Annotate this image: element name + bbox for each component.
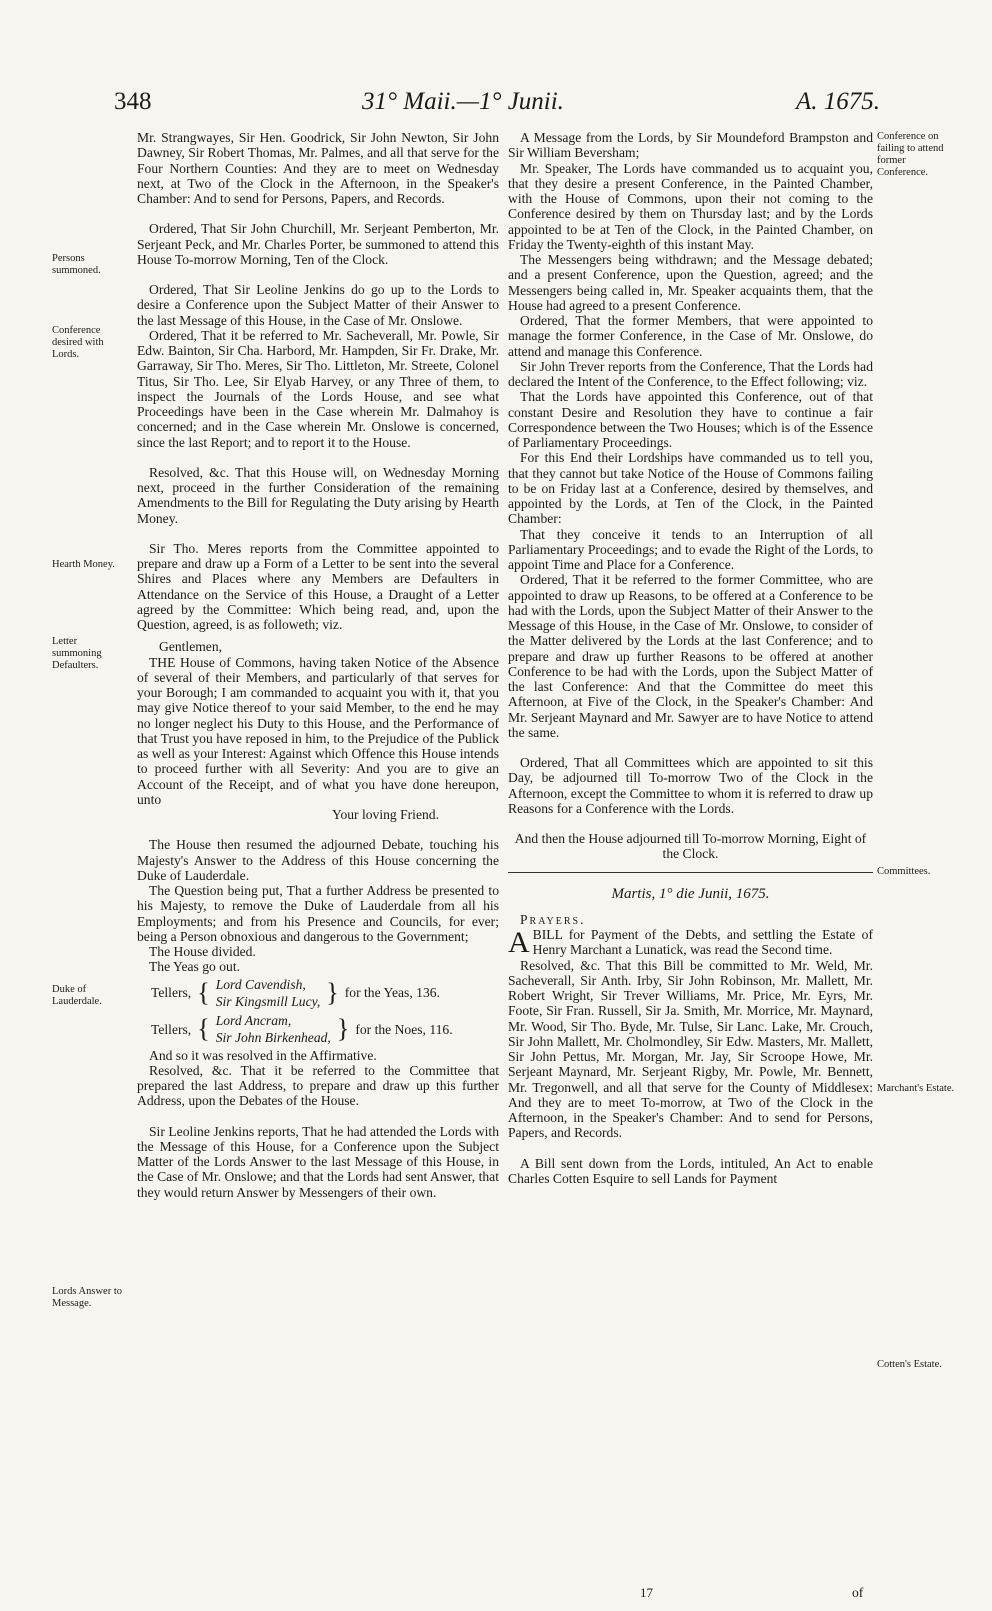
paragraph: A Message from the Lords, by Sir Moundeford Brampston and Sir William Beversham; bbox=[508, 130, 873, 161]
paragraph: Ordered, That it be referred to the former Committee, who are appointed to draw up Reasons, to be offered at a Conference to be had with the Lords, upon the Subject Matter of their Answer to the Message of this House, in the Case of Mr. Onslowe, to consider of the Matter delivered by the Lords at the last Conference; and to prepare and draw up further Reasons to be offered at another Conference to be had with the Lords, upon the Subject Matter of the last Conference: And that the Committee do meet this Afternoon, at Five of the Clock, in the Speaker's Chamber: And Mr. Serjeant Maynard and Mr. Sawyer are to have Notice to attend the same. bbox=[508, 572, 873, 740]
paragraph: The Question being put, That a further Address be presented to his Majesty, to remove the Duke of Lauderdale from all his Employments; and from his Presence and Councils, for ever; being a Person obnoxious and dangerous to the Government; bbox=[137, 883, 499, 944]
paragraph: And so it was resolved in the Affirmative. bbox=[149, 1047, 377, 1063]
catchword: of bbox=[852, 1585, 864, 1600]
paragraph-text: BILL for Payment of the Debts, and settling the Estate of Henry Marchant a Lunatick, was read the Second time. bbox=[532, 927, 873, 958]
paragraph: Ordered, That Sir Leoline Jenkins do go up to the Lords to desire a Conference upon the Subject Matter of their Answer to the last Message of this House, in the Case of Mr. Onslowe. bbox=[137, 282, 499, 328]
margin-note: Committees. bbox=[877, 866, 931, 877]
paragraph: Ordered, That Sir John Churchill, Mr. Serjeant Pemberton, Mr. Serjeant Peck, and Mr. Charles Porter, be summoned to attend this House To-morrow Morning, Ten of the Clock. bbox=[137, 221, 499, 267]
page-header bbox=[114, 88, 880, 128]
paragraph: That they conceive it tends to an Interruption of all Parliamentary Proceedings; and to evade the Right of the Lords, to appoint Time and Place for a Conference. bbox=[508, 526, 873, 572]
margin-note: Conference on failing to attend former Conference. bbox=[877, 131, 944, 178]
teller-name: Lord Ancram, bbox=[215, 1013, 292, 1028]
page-year: A. 1675. bbox=[795, 88, 880, 115]
margin-note: Lords Answer to Message. bbox=[52, 1286, 122, 1309]
paragraph: Sir John Trever reports from the Conference, That the Lords had declared the Intent of the Conference, to the Effect following; viz. bbox=[508, 358, 873, 389]
right-column bbox=[508, 130, 873, 1186]
paragraph: Ordered, That all Committees which are appointed to sit this Day, be adjourned till To-morrow Two of the Clock in the Afternoon, except the Committee to whom it is referred to draw up Reasons for a Conference with the Lords. bbox=[508, 755, 873, 816]
signature-mark: 17 bbox=[640, 1585, 653, 1600]
paragraph: Ordered, That the former Members, that were appointed to manage the former Conference, in the Case of Mr. Onslowe, do attend and manage this Conference. bbox=[508, 313, 873, 359]
teller-name: Sir John Birkenhead, bbox=[215, 1030, 331, 1046]
paragraph: Resolved, &c. That it be referred to the Committee that prepared the last Address, to prepare and draw up this further Address, upon the Debates of the House. bbox=[137, 1062, 499, 1109]
page-date-title: 31° Maii.—1° Junii. bbox=[362, 88, 564, 115]
margin-note: Duke of Lauderdale. bbox=[52, 984, 102, 1007]
paragraph: Ordered, That it be referred to Mr. Sacheverall, Mr. Powle, Sir Edw. Bainton, Sir Cha. Harbord, Mr. Hampden, Sir Fr. Drake, Mr. Garraway, Sir Tho. Meres, Sir Tho. Littleton, Mr. Streete, Colonel Titus, Sir Tho. Lee, Sir Elyab Harvey, or any Three of them, to inspect the Journals of the Lords House, and see what Proceedings have been in the Case wherein Mr. Dalmahoy is concerned; and in the Case wherein Mr. Onslowe is concerned, since the last Report; and to report it to the House. bbox=[137, 327, 499, 450]
paragraph: Resolved, &c. That this House will, on Wednesday Morning next, proceed in the further Consideration of the remaining Amendments to the Bill for Regulating the Duty arising by Hearth Money. bbox=[137, 464, 499, 526]
yeas-count: for the Yeas, 136. bbox=[344, 985, 440, 1001]
margin-note: Letter summoning Defaulters. bbox=[52, 636, 102, 671]
paragraph: Sir Leoline Jenkins reports, That he had attended the Lords with the Message of this House, for a Conference upon the Subject Matter of the Lords Answer to the last Message of this House, in the Case of Mr. Onslowe; and that the Lords had sent Answer, that they would return Answer by Messengers of their own. bbox=[137, 1123, 499, 1200]
margin-note: Hearth Money. bbox=[52, 559, 115, 570]
paragraph: The House divided. bbox=[149, 944, 256, 959]
paragraph: The House then resumed the adjourned Debate, touching his Majesty's Answer to the Address of this House concerning the Duke of Lauderdale. bbox=[137, 837, 499, 883]
tellers-yeas: Tellers, { Lord Cavendish, } for the Yeas, 136. Sir Kingsmill Lucy, bbox=[151, 976, 440, 1009]
letter-body: THE House of Commons, having taken Notice of the Absence of several of their Members, and particularly of that serves for your Borough; I am commanded to acquaint you with it, that you may give Notice thereof to your said Member, to the end he may no longer neglect his Duty to this House, and the Performance of that Trust you have reposed in him, to the Prejudice of the Publick as well as your Interest: Against which Offence this House intends to proceed further with all Severity: And you are to give an Account of the Receipt, and of what you have done hereupon, unto bbox=[137, 654, 499, 807]
paragraph: The Messengers being withdrawn; and the Message debated; and a present Conference, upon the Question, agreed; and the Messengers being called in, Mr. Speaker acquaints them, that the House had agreed to a present Conference. bbox=[508, 252, 873, 313]
paragraph: Resolved, &c. That this Bill be committed to Mr. Weld, Mr. Sacheverall, Sir Anth. Irby, Sir John Robinson, Mr. Mallett, Mr. Robert Wright, Sir Trever Williams, Mr. Price, Mr. Eyrs, Mr. Foote, Sir Fran. Russell, Sir Ja. Smith, Mr. Morrice, Mr. Maynard, Mr. Wood, Sir Tho. Byde, Mr. Tulse, Sir Lanc. Lake, Mr. Crouch, Sir John Mallett, Mr. Cholmondley, Sir Edw. Masters, Mr. Mallett, Sir John Pettus, Mr. Morgan, Mr. Jay, Sir Scroope Howe, Mr. Serjeant Maynard, Mr. Serjeant Rigby, Mr. Powle, Mr. Bennett, Mr. Tregonwell, and all that serve for the County of Middlesex: And they are to meet To-morrow, at Two of the Clock in the Afternoon, in the Speaker's Chamber: And to send for Persons, Papers, and Records. bbox=[508, 957, 873, 1141]
margin-note: Cotten's Estate. bbox=[877, 1359, 942, 1370]
tellers-label: Tellers, bbox=[151, 1021, 192, 1037]
paragraph: Mr. Strangwayes, Sir Hen. Goodrick, Sir John Newton, Sir John Dawney, Sir Robert Thomas, Mr. Palmes, and all that serve for the Four Northern Counties: And they are to meet on Wednesday next, at Two of the Clock in the Afternoon, in the Speaker's Chamber: And to send for Persons, Papers, and Records. bbox=[137, 130, 499, 206]
day-heading: Martis, 1° die Junii, 1675. bbox=[611, 885, 770, 902]
left-column bbox=[137, 130, 499, 1200]
paragraph: The Yeas go out. bbox=[149, 959, 241, 975]
section-divider bbox=[508, 872, 873, 873]
teller-name: Sir Kingsmill Lucy, bbox=[215, 993, 321, 1009]
adjournment-line: And then the House adjourned till To-morrow Morning, Eight of the Clock. bbox=[514, 831, 867, 862]
paragraph bbox=[508, 927, 873, 958]
paragraph: Sir Tho. Meres reports from the Committee appointed to prepare and draw up a Form of a Letter to be sent into the several Shires and Places where any Members are Defaulters in Attendance on the Service of this House, a Draught of a Letter agreed by the Committee: Which being read, and, upon the Question, agreed, is as followeth; viz. bbox=[137, 540, 499, 632]
paragraph: That the Lords have appointed this Conference, out of that constant Desire and Resolution they have to continue a fair Correspondence between the Two Houses; which is of the Essence of Parliamentary Proceedings. bbox=[508, 389, 873, 450]
tellers-label: Tellers, bbox=[151, 985, 192, 1001]
letter-salutation: Gentlemen, bbox=[159, 639, 223, 655]
noes-count: for the Noes, 116. bbox=[355, 1021, 453, 1037]
drop-cap: A bbox=[508, 926, 530, 959]
letter-signature: Your loving Friend. bbox=[331, 807, 439, 822]
paragraph: Mr. Speaker, The Lords have commanded us to acquaint you, that they desire a present Conference, in the Painted Chamber, with the House of Commons, upon their not coming to the Conference desired by them on Thursday last; and by the Lords appointed to be at Ten of the Clock, in the Painted Chamber, on Friday the Twenty-eighth of this instant May. bbox=[508, 160, 873, 252]
margin-note: Persons summoned. bbox=[52, 253, 101, 276]
margin-note: Marchant's Estate. bbox=[877, 1083, 955, 1094]
page-number: 348 bbox=[114, 88, 152, 115]
paragraph: A Bill sent down from the Lords, intituled, An Act to enable Charles Cotten Esquire to sell Lands for Payment bbox=[508, 1155, 873, 1186]
margin-note: Conference desired with Lords. bbox=[52, 325, 104, 360]
paragraph: For this End their Lordships have commanded us to tell you, that they cannot but take Notice of the House of Commons failing to be on Friday last at a Conference, desired by themselves, and appointed by the Lords, at Ten of the Clock, in the Painted Chamber: bbox=[508, 450, 873, 527]
tellers-noes: Tellers, { Lord Ancram, } for the Noes, 116. Sir John Birkenhead, bbox=[151, 1013, 453, 1046]
prayers-heading: Prayers. bbox=[520, 911, 586, 927]
teller-name: Lord Cavendish, bbox=[215, 976, 306, 992]
